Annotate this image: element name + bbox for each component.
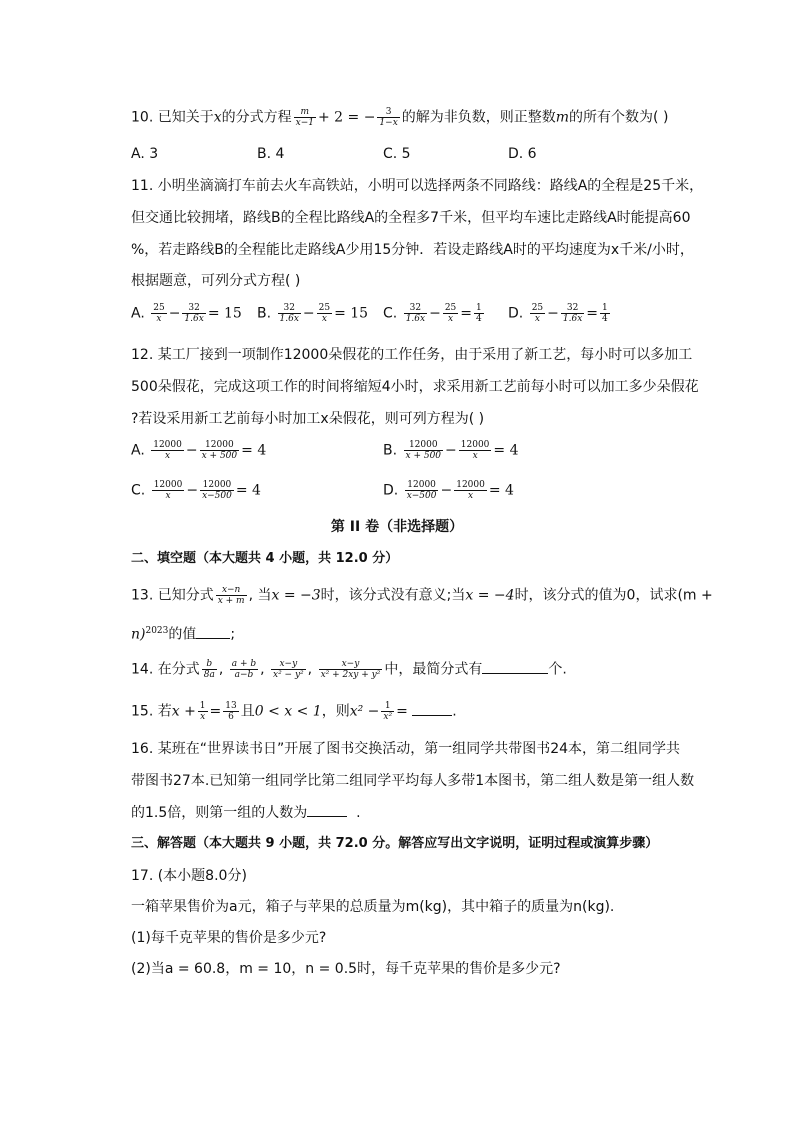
q11-line-3: %，若走路线B的全程能比走路线A少用15分钟．若设走路线A时的平均速度为x千米/小时，: [131, 242, 694, 258]
section-2-text: 二、填空题（本大题共 4 小题，共 12.0 分）: [131, 551, 399, 566]
numerator: 25: [153, 303, 165, 313]
semicolon: ;: [230, 626, 236, 643]
denominator: x−500: [406, 491, 437, 501]
minus-sign: −: [186, 482, 199, 499]
fraction: [271, 659, 306, 680]
numerator: x−n: [216, 585, 247, 596]
rhs: = 15: [334, 305, 369, 322]
numerator: x−y: [319, 659, 383, 670]
numerator: 1: [199, 701, 206, 711]
q12-line-3: ?若设采用新工艺前每小时加工x朵假花，则可列方程为( ): [131, 411, 485, 427]
q11-option-a: [131, 303, 242, 324]
q10-option-c: C. 5: [383, 146, 411, 162]
numerator: 25: [531, 303, 544, 313]
q15-text-a: 15. 若: [131, 703, 172, 720]
q17-line-2: (1)每千克苹果的售价是多少元?: [131, 930, 327, 946]
numerator: 1: [476, 303, 482, 313]
option-label: A.: [131, 305, 145, 322]
option-label: D.: [508, 305, 524, 322]
denominator: x²: [383, 712, 393, 722]
denominator: 8a: [203, 670, 215, 680]
numerator: 12000: [200, 440, 240, 451]
section-2-heading: [131, 549, 398, 569]
period: .: [452, 703, 457, 720]
numerator: 3: [377, 107, 399, 118]
fraction: [230, 659, 258, 680]
exponent: 2023: [145, 626, 169, 636]
option-label: B.: [257, 305, 272, 322]
question-13-line-2: [131, 621, 235, 645]
denominator: x: [200, 712, 206, 722]
numerator: 12000: [200, 480, 234, 491]
q11-line-1: 11. 小明坐滴滴打车前去火车高铁站，小明可以选择两条不同路线：路线A的全程是25千米，: [131, 178, 704, 194]
q10-option-d: D. 6: [508, 146, 537, 162]
fraction: [216, 585, 247, 606]
q17-heading: 17. (本小题8.0分): [131, 868, 247, 884]
denominator: x + 500: [201, 451, 238, 461]
rhs: =: [586, 305, 598, 322]
option-label: D.: [383, 482, 399, 499]
rhs: = 15: [207, 305, 242, 322]
option-label: B.: [383, 442, 398, 459]
equation-middle: + 2 = −: [317, 109, 376, 126]
numerator: 32: [561, 303, 584, 314]
rhs: = 4: [488, 482, 514, 499]
denominator: x: [321, 314, 327, 324]
q16-line-2: 带图书27本.已知第一组同学比第二组同学平均每人多带1本图书，第二组人数是第一组人数: [131, 773, 695, 789]
var-x: x: [213, 109, 222, 126]
numerator: a + b: [231, 659, 257, 669]
denominator: x² + 2xy + y²: [320, 670, 381, 680]
part-2-title: 第 II 卷（非选择题）: [330, 519, 464, 535]
rhs: = 4: [235, 482, 261, 499]
denominator: x−500: [202, 491, 232, 501]
denominator: x−1: [295, 118, 314, 128]
q14-text-a: 14. 在分式: [131, 661, 200, 678]
numerator: 32: [404, 303, 427, 314]
question-10: [131, 107, 668, 128]
denominator: x + 500: [405, 451, 442, 461]
q13-text-a: 13. 已知分式: [131, 587, 214, 604]
q17-line-1: 一箱苹果售价为a元，箱子与苹果的总质量为m(kg)，其中箱子的质量为n(kg).: [131, 899, 615, 915]
answer-blank[interactable]: [412, 703, 452, 716]
q10-text-c: 的解为非负数，则正整数: [401, 109, 556, 126]
numerator: m: [294, 107, 316, 118]
section-3-text: 三、解答题（本大题共 9 小题，共 72.0 分。解答应写出文字说明，证明过程或演算步骤）: [131, 836, 659, 851]
numerator: 32: [182, 303, 205, 314]
fraction: [202, 659, 217, 680]
fraction: [152, 480, 185, 501]
fraction: [151, 440, 184, 461]
fraction: [200, 440, 240, 461]
denominator: x: [448, 314, 454, 324]
numerator: 12000: [460, 440, 490, 450]
q12-line-2: 500朵假花，完成这项工作的时间将缩短4小时，求采用新工艺前每小时可以加工多少朵假花: [131, 379, 699, 395]
q15-expression-2: x² −: [349, 703, 380, 720]
var-m: m: [555, 109, 570, 126]
fraction: [454, 480, 487, 501]
q10-option-a: A. 3: [131, 146, 159, 162]
minus-sign: −: [168, 305, 181, 322]
q11-option-d: [508, 303, 612, 324]
denominator: x: [468, 491, 474, 501]
q12-option-c: [131, 480, 261, 501]
q13-condition-2: x = −4: [465, 587, 515, 604]
fraction: [561, 303, 584, 324]
denominator: x: [472, 451, 478, 461]
minus-sign: −: [302, 305, 315, 322]
fraction: [200, 480, 234, 501]
denominator: x: [165, 491, 171, 501]
q10-text-a: 已知关于: [157, 109, 214, 126]
q10-text-d: 的所有个数为( ): [569, 109, 669, 126]
numerator: 25: [318, 303, 331, 313]
fraction: [459, 440, 492, 461]
fraction: [404, 303, 427, 324]
denominator: x + m: [217, 596, 245, 606]
question-number: 10.: [131, 109, 154, 126]
numerator: 13: [225, 701, 237, 711]
fraction: [404, 440, 444, 461]
numerator: 25: [444, 303, 457, 313]
q16-line-3: [131, 803, 361, 823]
denominator: 1.6x: [405, 314, 426, 324]
answer-blank[interactable]: [307, 804, 347, 817]
q10-option-b: B. 4: [257, 146, 285, 162]
denominator: x: [156, 314, 162, 324]
q12-line-1: 12. 某工厂接到一项制作12000朵假花的工作任务，由于采用了新工艺，每小时可以多加工: [131, 347, 693, 363]
answer-blank[interactable]: [482, 661, 548, 674]
fraction: [294, 107, 316, 128]
numerator: 1: [602, 303, 608, 313]
q13-text-h: 的值: [168, 626, 197, 643]
q11-line-4: 根据题意，可列分式方程( ): [131, 273, 301, 289]
q13-text-b: , 当: [248, 587, 272, 604]
fraction: [151, 303, 166, 324]
q10-text-b: 的分式方程: [221, 109, 292, 126]
question-13: [131, 585, 713, 606]
q16-line-3-text: 的1.5倍，则第一组的人数为: [131, 805, 308, 821]
q15-expression-1: x +: [171, 703, 196, 720]
option-label: C.: [131, 482, 146, 499]
equals-sign: =: [209, 703, 222, 720]
denominator: 1.6x: [279, 314, 299, 324]
denominator: 1.6x: [562, 314, 583, 324]
numerator: 1: [381, 701, 394, 712]
fraction: [405, 480, 439, 501]
minus-sign: −: [440, 482, 453, 499]
numerator: x−y: [271, 659, 306, 670]
q11-option-c: [383, 303, 486, 324]
question-14: 14. 在分式 $\frac{b}{8a}$ , $\frac{a + b}{a-b}$ , $\frac{x-y}{\text{x² − y²}}$ , $\frac{x-y}{\text{x² + 2xy + y²}}$ 中，最简分式有 个.: [131, 659, 567, 680]
numerator: b: [202, 659, 217, 670]
fraction: [377, 107, 399, 128]
fraction: [223, 701, 238, 722]
fraction: [278, 303, 301, 324]
denominator: 4: [476, 314, 482, 324]
q17-line-3: (2)当a = 60.8，m = 10，n = 0.5时，每千克苹果的售价是多少元?: [131, 961, 561, 977]
q15-text-b: 且: [240, 703, 255, 720]
rhs: =: [460, 305, 472, 322]
numerator: 12000: [153, 480, 183, 490]
numerator: 32: [278, 303, 301, 314]
denominator: 1−x: [379, 118, 398, 128]
numerator: 12000: [153, 440, 182, 450]
rhs: = 4: [493, 442, 519, 459]
fraction: [381, 701, 394, 722]
fraction: [600, 303, 610, 324]
q11-line-2: 但交通比较拥堵，路线B的全程比路线A的全程多7千米，但平均车速比走路线A时能提高60: [131, 210, 691, 226]
q16-line-1: 16. 某班在“世界读书日”开展了图书交换活动，第一组同学共带图书24本，第二组同学共: [131, 741, 681, 757]
q15-text-d: ，则: [321, 703, 350, 720]
option-label: C.: [383, 305, 398, 322]
fraction: [198, 701, 208, 722]
section-3-heading: [131, 834, 658, 854]
q11-option-b: [257, 303, 368, 324]
q13-text-f: 时，该分式的值为0，试求(m +: [514, 587, 713, 604]
question-15: [131, 701, 457, 722]
q12-option-a: [131, 440, 266, 461]
numerator: 12000: [456, 480, 485, 490]
denominator: a−b: [234, 670, 254, 680]
denominator: x² − y²: [273, 670, 304, 680]
minus-sign: −: [547, 305, 559, 322]
fraction: [530, 303, 545, 324]
option-label: A.: [131, 442, 145, 459]
equals-sign: =: [396, 703, 408, 720]
q13-expression: n): [131, 626, 146, 643]
denominator: 6: [228, 712, 234, 722]
period: .: [356, 805, 361, 821]
fraction: [474, 303, 484, 324]
fraction: [319, 659, 383, 680]
fraction: [317, 303, 332, 324]
fraction: [182, 303, 205, 324]
q15-range: 0 < x < 1: [254, 703, 322, 720]
denominator: 1.6x: [184, 314, 204, 324]
answer-blank[interactable]: [196, 626, 230, 639]
q14-text-c: 个.: [548, 661, 567, 678]
fraction: [443, 303, 458, 324]
q12-option-b: [383, 440, 519, 461]
q13-text-d: 时，该分式没有意义;当: [320, 587, 466, 604]
numerator: 12000: [405, 480, 439, 491]
q12-option-d: [383, 480, 514, 501]
denominator: x: [534, 314, 540, 324]
minus-sign: −: [429, 305, 441, 322]
denominator: x: [165, 451, 171, 461]
numerator: 12000: [404, 440, 444, 451]
rhs: = 4: [241, 442, 267, 459]
denominator: 4: [602, 314, 608, 324]
minus-sign: −: [445, 442, 457, 459]
q14-text-b: 中，最简分式有: [384, 661, 483, 678]
q13-condition-1: x = −3: [271, 587, 321, 604]
minus-sign: −: [185, 442, 198, 459]
